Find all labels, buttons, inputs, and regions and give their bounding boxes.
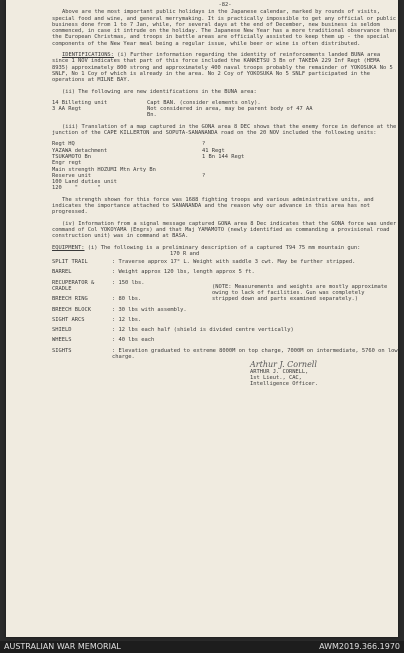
- unit-note: ?: [202, 172, 206, 179]
- strength-paragraph: The strength shown for this force was 1688 fighting troops and various administrative units, and indicates the importance attached to SANANANDA and the reason why our advance in this area has not progressed.: [52, 196, 374, 216]
- equipment-label: SPLIT TRAIL: [52, 259, 88, 266]
- unit-name: 100 Land duties unit: [52, 179, 117, 186]
- page-number: -82-: [218, 2, 232, 8]
- unit-name: 14 Billeting unit: [52, 99, 108, 106]
- identifications-para-iv: (iv) Information from a signal message captured GONA area 8 Dec indicates that the GONA force was under command of Col YOKOYAMA (Engrs) and that Maj YAMAMOTO (newly identified as commanding a provisional road construction unit) was in command at BASA.: [52, 220, 397, 240]
- equipment-value: : 80 lbs.: [112, 296, 142, 303]
- unit-note: 41 Regt: [202, 147, 225, 154]
- unit-name: TSUKAMOTO Bn: [52, 153, 91, 160]
- archive-name: AUSTRALIAN WAR MEMORIAL: [4, 642, 121, 651]
- measurements-note: (NOTE: Measurements and weights are mostly approximate owing to lack of facilities. Gun was completely stripped down and parts examined separately.): [212, 283, 388, 303]
- equipment-value: : 12 lbs each half (shield is divided centre vertically): [112, 327, 294, 334]
- unit-name: Main strength HOZUMI Mtn Arty Bn: [52, 166, 156, 173]
- equipment-label: SHIELD: [52, 327, 72, 334]
- equipment-label: RECUPERATOR & CRADLE: [52, 279, 95, 292]
- document-body: [52, 2, 398, 388]
- unit-name: Engr regt: [52, 160, 82, 167]
- equipment-label: WHEELS: [52, 337, 72, 344]
- equipment-value: : 12 lbs.: [112, 316, 142, 323]
- equipment-value: : Traverse approx 17° L. Weight with saddle 3 cwt. May be further stripped.: [112, 259, 356, 266]
- unit-name: Reserve unit: [52, 172, 91, 179]
- unit-name: 120 " ": [52, 185, 101, 192]
- list-item: [52, 259, 398, 265]
- equipment-list: [52, 259, 398, 360]
- equipment-label: SIGHTS: [52, 347, 72, 354]
- signatory-rank: 1st Lieut., CAC,: [250, 374, 302, 381]
- equipment-block-with-note: [52, 280, 398, 313]
- unit-name: Regt HQ: [52, 141, 75, 148]
- list-item: [52, 106, 398, 119]
- identifications-para-i: [52, 52, 398, 83]
- list-item: [52, 337, 398, 343]
- intro-paragraph: Above are the most important public holidays in the Japanese calendar, marked by rounds of visits, special food and wine, and general merrymaking. It is practically impossible to get any official or public business done from 1 to 7 Jan, while, for several days at the end of December, new business is seldom commenced, in case it intrude on the holiday. The Japanese New Year has a more traditional observance than the European Christmas, and troops in battle areas are officially assisted to keep them up - the special components of the New Year meal being a regular issue, while beer or wine is often distributed.: [52, 9, 397, 47]
- units-list: [52, 141, 398, 191]
- equipment-label: BREECH RING: [52, 296, 88, 303]
- equipment-value: : Elevation graduated to extreme 8000M on top charge, 7000M on intermediate, 5760 on low charge.: [112, 347, 398, 361]
- equipment-value: : 150 lbs.: [112, 279, 145, 286]
- list-item: [52, 307, 398, 313]
- identifications-para-i-text: (i) Further information regarding the identity of reinforcements landed BUNA area since 1 NOV indicates that part of this force included the KANKETSU 3 Bn of TAKEDA 229 Inf Regt (HEMA 8935) approximately 800 strong and approximately 400 naval troops probably the remainder of YOKOSUKA No 5 SNLF, No 1 Coy of which is already in the area. No 2 Coy of YOKOSUKA No 5 SNLF participated in the operations at MILNE BAY.: [52, 52, 393, 84]
- list-item: [52, 327, 398, 333]
- archive-reference: AWM2019.366.1970: [319, 642, 400, 651]
- unit-name: YAZAWA detachment: [52, 147, 108, 154]
- equipment-heading: EQUIPMENT:: [52, 244, 85, 251]
- identifications-para-ii: (ii) The following are new identifications in the BUNA area:: [62, 88, 257, 95]
- signatory-name: ARTHUR J. CORNELL,: [250, 368, 309, 375]
- equipment-value: : Weight approx 120 lbs, length approx 5 ft.: [112, 269, 255, 276]
- unit-note: Capt BAN. (consider elements only).: [147, 99, 261, 106]
- signatory-title: Intelligence Officer.: [250, 381, 319, 388]
- unit-note: 1 Bn 144 Regt: [202, 153, 245, 160]
- document-page: [6, 0, 398, 637]
- equipment-intro: [52, 245, 398, 251]
- list-item: [52, 269, 398, 275]
- list-item: [52, 348, 398, 361]
- range-note: 170 R and: [170, 250, 200, 257]
- equipment-label: BARREL: [52, 269, 72, 276]
- archive-footer: [0, 641, 404, 653]
- equipment-label: BREECH BLOCK: [52, 306, 91, 313]
- list-item: [52, 317, 398, 323]
- identifications-heading: IDENTIFICATIONS:: [62, 52, 114, 59]
- unit-note: ?: [202, 141, 206, 148]
- list-item: [52, 185, 398, 191]
- equipment-label: SIGHT ARCS: [52, 316, 85, 323]
- signature-block: [250, 362, 398, 387]
- equipment-intro-text: (i) The following is a preliminary description of a captured T94 75 mm mountain gun:: [84, 244, 361, 251]
- equipment-value: : 30 lbs with assembly.: [112, 306, 187, 313]
- unit-name: 3 AA Regt: [52, 106, 82, 113]
- unit-note: Not considered in area, may be parent body of 47 AA Bn.: [147, 106, 313, 119]
- billeting-list: [52, 100, 398, 119]
- handwritten-signature: Arthur J. Cornell: [250, 360, 317, 370]
- equipment-value: : 40 lbs each: [112, 337, 155, 344]
- identifications-para-iii: (iii) Translation of a map captured in the GONA area 8 DEC shows that the enemy force in defence at the junction of the CAPE KILLERTON and SOPUTA-SANANANDA road on the 20 NOV included the following units:: [52, 123, 397, 137]
